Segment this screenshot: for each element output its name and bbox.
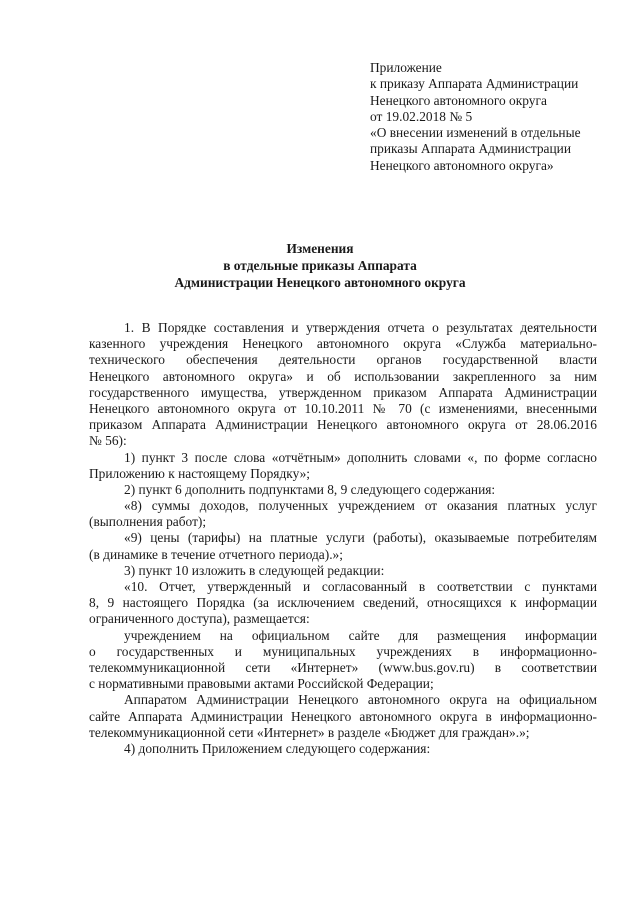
appendix-line: к приказу Аппарата Администрации (370, 76, 579, 92)
body-line: 8, 9 настоящего Порядка (за исключением сведений, относящихся к информации (89, 595, 597, 611)
body-line: сайте Аппарата Администрации Ненецкого автономного округа в информационно- (89, 708, 597, 724)
body-line: технического обеспечения деятельности органов государственной власти (89, 352, 597, 368)
body-line: 4) дополнить Приложением следующего содержания: (124, 740, 431, 756)
body-line: телекоммуникационной сети «Интернет» (www.bus.gov.ru) в соответствии (89, 659, 597, 675)
body-line: приказом Аппарата Администрации Ненецкого автономного округа от 28.06.2016 (89, 417, 597, 433)
body-line: «9) цены (тарифы) на платные услуги (работы), оказываемые потребителям (124, 530, 597, 546)
body-line: Приложению к настоящему Порядку»; (89, 465, 311, 481)
body-line: Аппаратом Администрации Ненецкого автономного округа на официальном (124, 692, 597, 708)
body-line: «8) суммы доходов, полученных учреждением от оказания платных услуг (124, 498, 597, 514)
body-line: 3) пункт 10 изложить в следующей редакции: (124, 562, 385, 578)
body-line: ограниченного доступа), размещается: (89, 611, 310, 627)
body-line: о государственных и муниципальных учреждениях в информационно- (89, 643, 597, 659)
appendix-line: от 19.02.2018 № 5 (370, 108, 473, 124)
body-line: Ненецкого автономного округа от 10.10.2011 № 70 (с изменениями, внесенными (89, 400, 597, 416)
body-line: Ненецкого автономного округа» и об использовании закрепленного за ним (89, 368, 597, 384)
title-line: Изменения (286, 241, 354, 256)
appendix-line: Ненецкого автономного округа (370, 92, 547, 108)
body-line: 1) пункт 3 после слова «отчётным» дополнить словами «, по форме согласно (124, 449, 597, 465)
document-title (0, 240, 640, 291)
body-line: казенного учреждения Ненецкого автономного округа «Служба материально- (89, 336, 597, 352)
appendix-line: «О внесении изменений в отдельные (370, 125, 581, 141)
appendix-line: Приложение (370, 60, 442, 75)
appendix-line: приказы Аппарата Администрации (370, 141, 572, 157)
appendix-line: Ненецкого автономного округа» (370, 157, 554, 173)
body-line: (выполнения работ); (89, 514, 207, 530)
body-line: 1. В Порядке составления и утверждения отчета о результатах деятельности (124, 320, 597, 335)
title-line: в отдельные приказы Аппарата (223, 258, 417, 273)
body-line: «10. Отчет, утвержденный и согласованный в соответствии с пунктами (124, 579, 597, 594)
appendix-block (370, 60, 620, 174)
title-line: Администрации Ненецкого автономного округа (174, 275, 466, 290)
body-line: учреждением на официальном сайте для размещения информации (124, 627, 597, 643)
body-line: 2) пункт 6 дополнить подпунктами 8, 9 следующего содержания: (124, 481, 496, 497)
body-line: № 56): (89, 433, 127, 449)
body-line: телекоммуникационной сети «Интернет» в разделе «Бюджет для граждан».»; (89, 724, 530, 740)
body-line: государственного имущества, утвержденном приказом Аппарата Администрации (89, 384, 597, 400)
body-line: с нормативными правовыми актами Российской Федерации; (89, 676, 434, 692)
body-line: (в динамике в течение отчетного периода).»; (89, 546, 343, 562)
document-body (89, 320, 597, 757)
